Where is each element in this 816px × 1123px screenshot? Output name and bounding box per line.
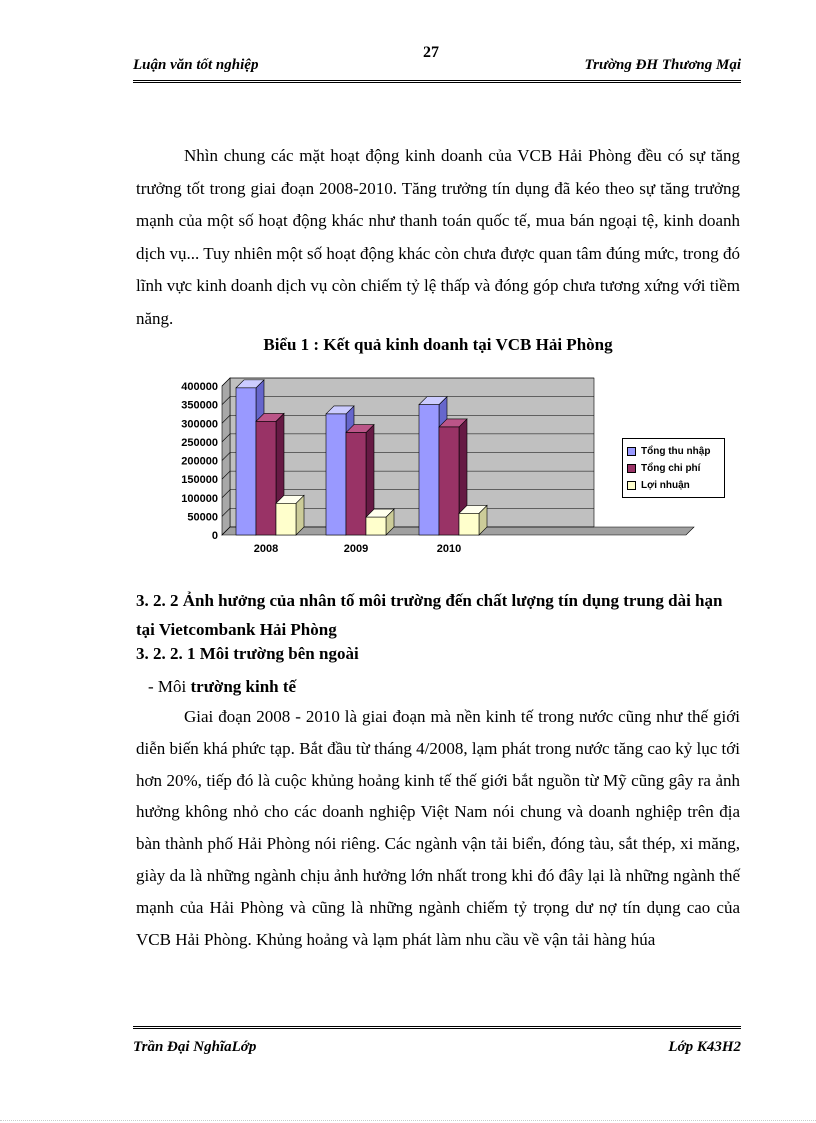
section-heading: 3. 2. 2 Ảnh hưởng của nhân tố môi trường đến chất lượng tín dụng trung dài hạn tại Vietcombank Hải Phòng: [136, 591, 723, 639]
bar-Tổng thu nhập: [419, 405, 439, 535]
bar-Tổng thu nhập: [236, 388, 256, 535]
page-header: [133, 44, 741, 83]
legend-swatch-cost: [627, 464, 636, 473]
chart-legend: [622, 438, 725, 498]
intro-paragraph: Nhìn chung các mặt hoạt động kinh doanh của VCB Hải Phòng đều có sự tăng trưởng tốt trong giai đoạn 2008-2010. Tăng trưởng tín dụng đã kéo theo sự tăng trưởng mạnh của một số hoạt động khác như thanh toán quốc tế, mua bán ngoại tệ, kinh doanh dịch vụ... Tuy nhiên một số hoạt động khác còn chưa được quan tâm đúng mức, trong đó lĩnh vực kinh doanh dịch vụ còn chiếm tỷ lệ thấp và đóng góp chưa tương xứng với tiềm năng.: [136, 146, 740, 328]
y-tick-label: 50000: [187, 511, 218, 524]
subsection-heading: 3. 2. 2. 1 Môi trường bên ngoài: [136, 644, 359, 663]
x-tick-label: 2009: [343, 543, 369, 555]
bar-Lợi nhuận: [276, 503, 296, 535]
bullet-text: trường kinh tế: [186, 677, 297, 696]
bar-Tổng chi phí: [439, 427, 459, 535]
y-tick-label: 200000: [181, 455, 218, 468]
y-tick-label: 100000: [181, 492, 218, 505]
legend-item-income: [627, 443, 724, 460]
header-thesis-label: Luận văn tốt nghiệp: [133, 57, 259, 73]
economic-environment-paragraph: Giai đoạn 2008 - 2010 là giai đoạn mà nền kinh tế trong nước cũng như thế giới diễn biến khá phức tạp. Bắt đầu từ tháng 4/2008, lạm phát trong nước tăng cao kỷ lục tới hơn 20%, tiếp đó là cuộc khủng hoảng kinh tế thế giới bắt nguồn từ Mỹ cũng gây ra ảnh hưởng không nhỏ cho các doanh nghiệp Việt Nam nói chung và doanh nghiệp trên địa bàn thành phố Hải Phòng nói riêng. Các ngành vận tải biển, đóng tàu, sắt thép, xi măng, giày da là những ngành chịu ảnh hưởng lớn nhất trong khi đó đây lại là những ngành thế mạnh của Hải Phòng và cũng là những ngành chiếm tỷ trọng dư nợ tín dụng cao của VCB Hải Phòng. Khủng hoảng và lạm phát làm nhu cầu về vận tải hàng húa: [136, 707, 740, 949]
legend-swatch-income: [627, 447, 636, 456]
bar-Tổng chi phí: [256, 421, 276, 535]
chart-caption: Biểu 1 : Kết quả kinh doanh tại VCB Hải Phòng: [263, 335, 613, 354]
y-tick-label: 0: [211, 530, 218, 542]
bar-Tổng chi phí: [346, 433, 366, 535]
y-tick-label: 250000: [181, 436, 218, 449]
legend-label-income: Tổng thu nhập: [641, 446, 711, 457]
bullet-heading: [148, 677, 756, 697]
page-bottom-edge: [0, 1120, 816, 1121]
bar-Tổng thu nhập: [326, 414, 346, 535]
y-tick-label: 150000: [181, 474, 218, 487]
legend-item-profit: [627, 477, 724, 494]
y-tick-label: 400000: [181, 381, 218, 393]
header-university: Trường ĐH Thương Mại: [584, 57, 741, 73]
legend-label-profit: Lợi nhuận: [641, 480, 690, 491]
page-number: 27: [423, 44, 439, 61]
bar-Lợi nhuận: [459, 513, 479, 535]
legend-item-cost: [627, 460, 724, 477]
legend-swatch-profit: [627, 481, 636, 490]
page-footer: [133, 1026, 741, 1069]
y-tick-label: 300000: [181, 418, 218, 431]
footer-class: Lớp K43H2: [668, 1039, 741, 1055]
footer-author: Trần Đại NghĩaLớp: [133, 1039, 257, 1055]
bar-Lợi nhuận: [366, 517, 386, 535]
bullet-prefix: - Môi: [148, 677, 187, 696]
legend-label-cost: Tổng chi phí: [641, 463, 701, 474]
x-tick-label: 2010: [436, 543, 462, 555]
y-tick-label: 350000: [181, 399, 218, 412]
x-tick-label: 2008: [253, 543, 279, 555]
